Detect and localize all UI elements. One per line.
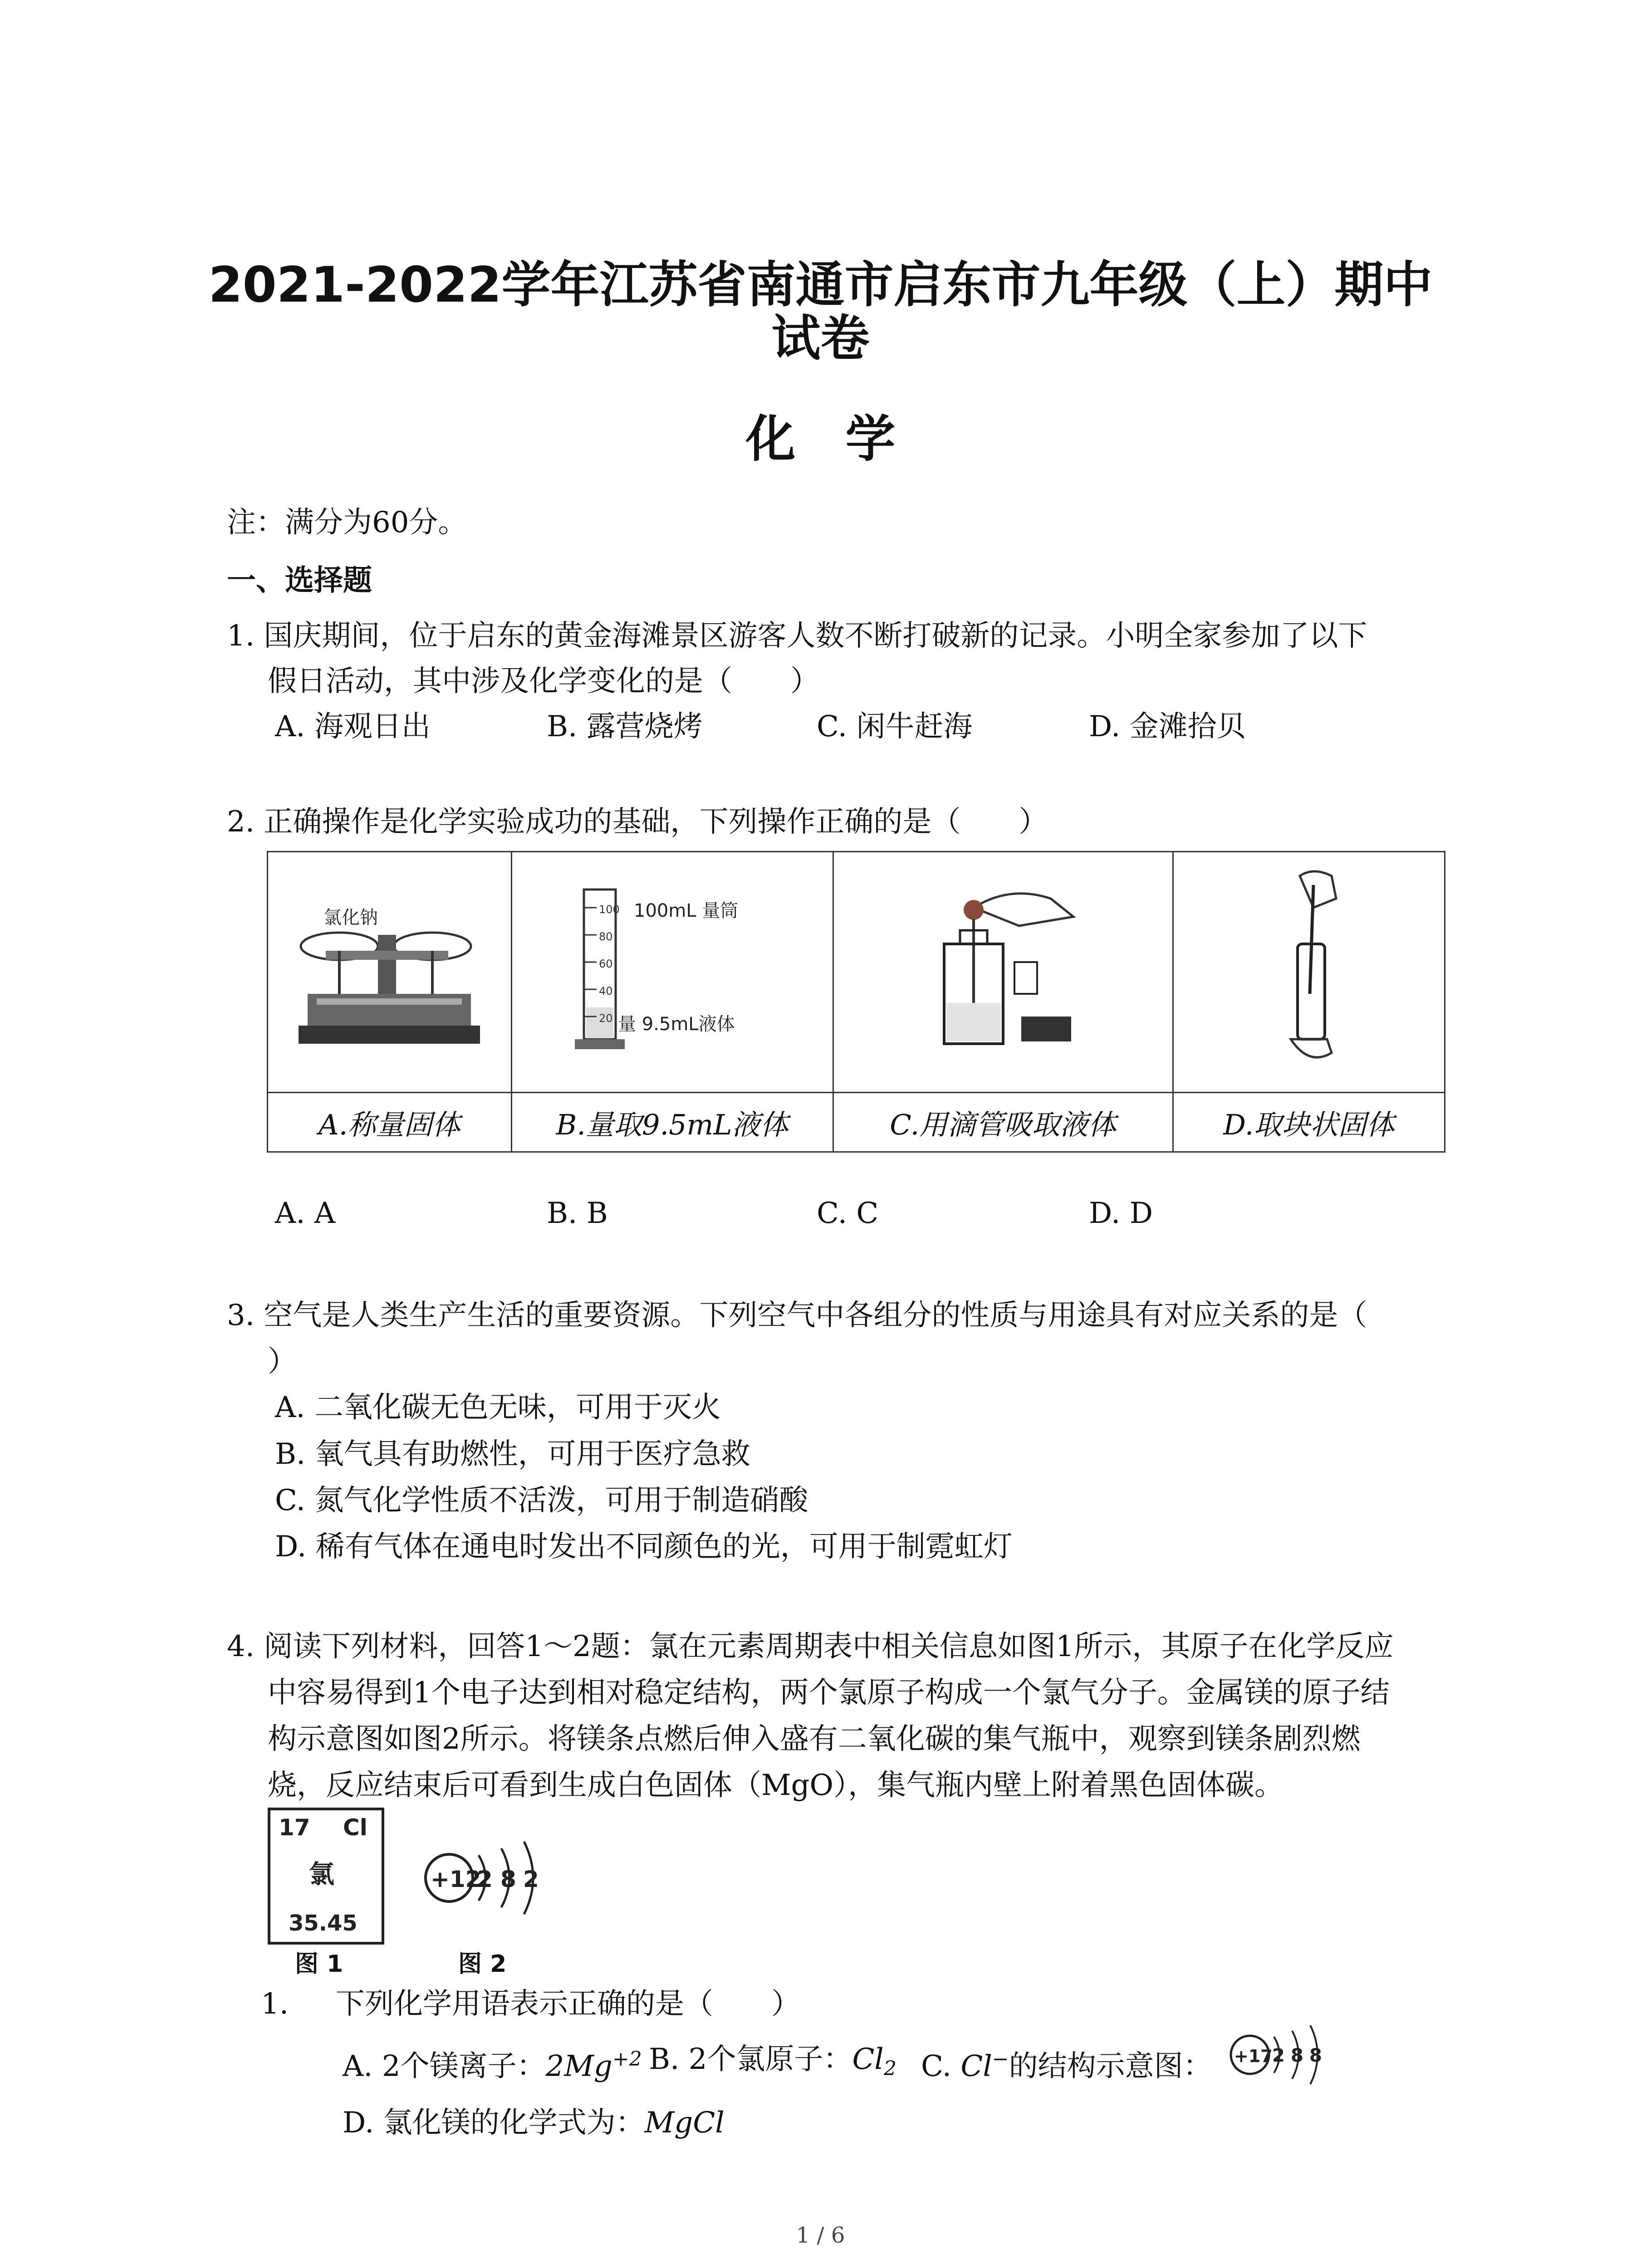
tick-100: 100 bbox=[598, 903, 620, 916]
q1-stem-line2: 假日活动，其中涉及化学变化的是（ ） bbox=[268, 665, 819, 698]
q4-stem-line4: 烧，反应结束后可看到生成白色固体（MgO），集气瓶内壁上附着黑色固体碳。 bbox=[268, 1769, 1283, 1802]
caption-d: D.取块状固体 bbox=[1173, 1093, 1445, 1152]
subq1-number: 1. bbox=[261, 1987, 289, 2021]
q2-option-c: C. C bbox=[817, 1197, 879, 1230]
subject-heading: 化学 bbox=[745, 410, 945, 468]
subq1-option-d: D. 氯化镁的化学式为：MgCl bbox=[343, 2106, 725, 2140]
q2-stem: 2. 正确操作是化学实验成功的基础，下列操作正确的是（ ） bbox=[227, 805, 1048, 839]
q3-option-a: A. 二氧化碳无色无味，可用于灭火 bbox=[275, 1391, 721, 1424]
cl-nucleus: +17 bbox=[1234, 2046, 1273, 2066]
figure-dropper-cell bbox=[833, 852, 1173, 1093]
q4-stem-line2: 中容易得到1个电子达到相对稳定结构，两个氯原子构成一个氯气分子。金属镁的原子结 bbox=[268, 1676, 1390, 1710]
figure-cylinder-cell bbox=[511, 852, 833, 1093]
section-heading: 一、选择题 bbox=[227, 564, 372, 597]
tick-60: 60 bbox=[598, 958, 613, 970]
q3-option-b: B. 氧气具有助燃性，可用于医疗急救 bbox=[275, 1437, 750, 1471]
chlorine-element-card bbox=[268, 1808, 384, 1945]
nacl-label: 氯化钠 bbox=[323, 907, 378, 928]
element-name: 氯 bbox=[309, 1860, 334, 1889]
cl-shell-3: 8 bbox=[1309, 2045, 1322, 2066]
mg-nucleus: +12 bbox=[431, 1866, 481, 1892]
q3-option-d: D. 稀有气体在通电时发出不同颜色的光，可用于制霓虹灯 bbox=[275, 1530, 1013, 1564]
cl-shell-2: 8 bbox=[1291, 2045, 1303, 2066]
dropper-illustration bbox=[838, 858, 1169, 1085]
test-tube-illustration bbox=[1177, 858, 1440, 1085]
figure2-label: 图 2 bbox=[458, 1950, 507, 1978]
page-number: 1 / 6 bbox=[796, 2223, 845, 2248]
cl-shell-1: 2 bbox=[1272, 2045, 1285, 2066]
caption-a: A.称量固体 bbox=[268, 1093, 512, 1152]
subq1-option-c: C. Cl−的结构示意图： bbox=[921, 2048, 1212, 2083]
chloride-ion-diagram bbox=[1225, 2016, 1343, 2093]
subq1-option-a: A. 2个镁离子：$2Mg^{+2}$ bbox=[343, 2048, 642, 2083]
liquid-label: 量 9.5mL液体 bbox=[617, 1014, 735, 1035]
q3-stem-line2: ） bbox=[268, 1345, 297, 1378]
graduated-cylinder-illustration bbox=[516, 858, 829, 1085]
subq1-stem: 下列化学用语表示正确的是（ ） bbox=[336, 1987, 800, 2021]
subq1-option-b: B. 2个氯原子：$Cl_2$ bbox=[649, 2043, 896, 2080]
q3-option-c: C. 氮气化学性质不活泼，可用于制造硝酸 bbox=[275, 1484, 808, 1517]
cylinder-label: 100mL 量筒 bbox=[633, 900, 738, 921]
element-symbol: Cl bbox=[343, 1814, 367, 1841]
q1-option-d: D. 金滩拾贝 bbox=[1089, 710, 1246, 743]
tick-20: 20 bbox=[598, 1012, 613, 1025]
mg-shell-1: 2 bbox=[477, 1866, 493, 1892]
score-note: 注：满分为60分。 bbox=[227, 506, 467, 539]
balance-scale-illustration bbox=[271, 858, 507, 1085]
page-title-line1: 2021-2022学年江苏省南通市启东市九年级（上）期中 bbox=[208, 257, 1433, 313]
caption-c: C.用滴管吸取液体 bbox=[833, 1093, 1173, 1152]
figure1-label: 图 1 bbox=[295, 1950, 343, 1978]
caption-b: B.量取9.5mL液体 bbox=[511, 1093, 833, 1152]
q2-option-b: B. B bbox=[547, 1197, 608, 1230]
magnesium-atom-diagram bbox=[420, 1833, 565, 1923]
figure-tube-cell bbox=[1173, 852, 1445, 1093]
q1-stem-line1: 1. 国庆期间，位于启东的黄金海滩景区游客人数不断打破新的记录。小明全家参加了以下 bbox=[227, 619, 1367, 653]
mg-shell-3: 2 bbox=[523, 1866, 539, 1892]
q1-option-a: A. 海观日出 bbox=[275, 710, 431, 743]
page-title-line2: 试卷 bbox=[771, 310, 870, 367]
tick-40: 40 bbox=[598, 985, 613, 997]
q4-stem-line3: 构示意图如图2所示。将镁条点燃后伸入盛有二氧化碳的集气瓶中，观察到镁条剧烈燃 bbox=[268, 1722, 1361, 1756]
q2-operations-table bbox=[267, 851, 1445, 1153]
mg-shell-2: 8 bbox=[500, 1866, 516, 1892]
tick-80: 80 bbox=[598, 930, 613, 943]
q1-option-b: B. 露营烧烤 bbox=[547, 710, 703, 743]
atomic-mass: 35.45 bbox=[289, 1911, 358, 1936]
q2-option-d: D. D bbox=[1089, 1197, 1153, 1230]
q3-stem-line1: 3. 空气是人类生产生活的重要资源。下列空气中各组分的性质与用途具有对应关系的是（ bbox=[227, 1299, 1367, 1332]
q1-option-c: C. 闲牛赶海 bbox=[817, 710, 973, 743]
atomic-number: 17 bbox=[279, 1814, 310, 1841]
q4-stem-line1: 4. 阅读下列材料，回答1～2题：氯在元素周期表中相关信息如图1所示，其原子在化学反应 bbox=[227, 1630, 1394, 1663]
figure-balance-cell bbox=[268, 852, 512, 1093]
q2-option-a: A. A bbox=[275, 1197, 336, 1230]
